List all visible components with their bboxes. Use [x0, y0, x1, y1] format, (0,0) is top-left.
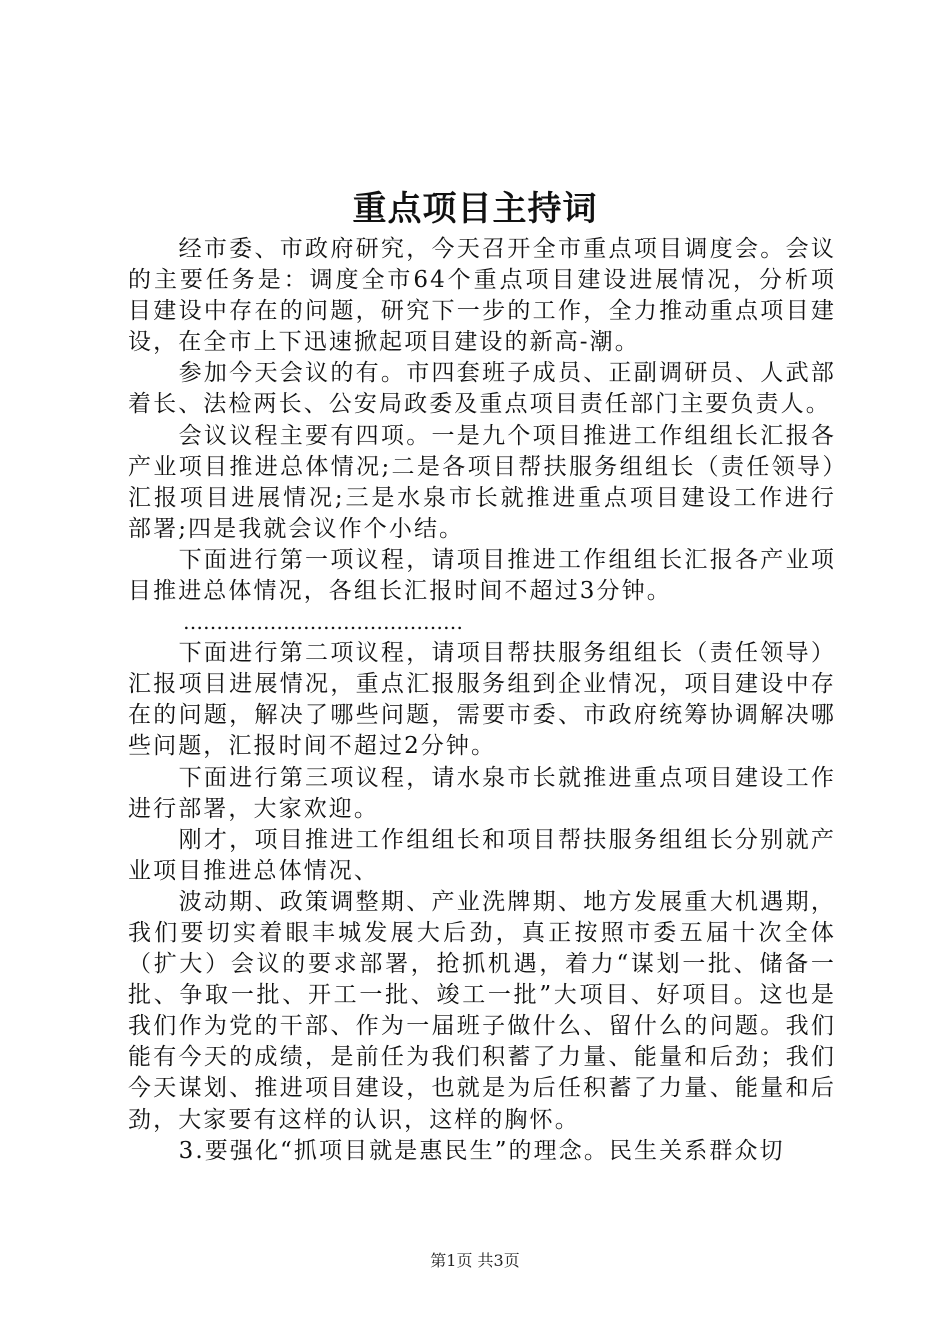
- document-body: [128, 234, 836, 1167]
- document-title: 重点项目主持词: [352, 189, 598, 229]
- paragraph: 刚才，项目推进工作组组长和项目帮扶服务组组长分别就产业项目推进总体情况、: [128, 826, 836, 884]
- page-footer: 第1页 共3页: [430, 1251, 520, 1270]
- paragraph: 下面进行第一项议程，请项目推进工作组组长汇报各产业项目推进总体情况，各组长汇报时间不超过3分钟。: [128, 546, 836, 605]
- paragraph: 波动期、政策调整期、产业洗牌期、地方发展重大机遇期，我们要切实着眼丰城发展大后劲，真正按照市委五届十次全体（扩大）会议的要求部署，抢抓机遇，着力“谋划一批、储备一批、争取一批、开工一批、竣工一批”大项目、好项目。这也是我们作为党的干部、作为一届班子做什么、留什么的问题。我们能有今天的成绩，是前任为我们积蓄了力量、能量和后劲；我们今天谋划、推进项目建设，也就是为后任积蓄了力量、能量和后劲，大家要有这样的认识，这样的胸怀。: [128, 888, 836, 1133]
- paragraph: 3.要强化“抓项目就是惠民生”的理念。民生关系群众切: [178, 1137, 785, 1164]
- paragraph: 会议议程主要有四项。一是九个项目推进工作组组长汇报各产业项目推进总体情况;二是各项目帮扶服务组组长（责任领导）汇报项目进展情况;三是水泉市长就推进重点项目建设工作进行部署;四是我就会议作个小结。: [128, 422, 836, 542]
- ellipsis-separator: ……………………………………: [183, 610, 463, 635]
- paragraph: 下面进行第二项议程，请项目帮扶服务组组长（责任领导）汇报项目进展情况，重点汇报服务组到企业情况，项目建设中存在的问题，解决了哪些问题，需要市委、市政府统筹协调解决哪些问题，汇报时间不超过2分钟。: [128, 640, 836, 760]
- paragraph: 参加今天会议的有。市四套班子成员、正副调研员、人武部着长、法检两长、公安局政委及重点项目责任部门主要负责人。: [128, 360, 836, 418]
- paragraph: 经市委、市政府研究，今天召开全市重点项目调度会。会议的主要任务是：调度全市64个重点项目建设进展情况，分析项目建设中存在的问题，研究下一步的工作，全力推动重点项目建设，在全市上下迅速掀起项目建设的新高-潮。: [128, 236, 836, 356]
- paragraph: 下面进行第三项议程，请水泉市长就推进重点项目建设工作进行部署，大家欢迎。: [128, 764, 836, 822]
